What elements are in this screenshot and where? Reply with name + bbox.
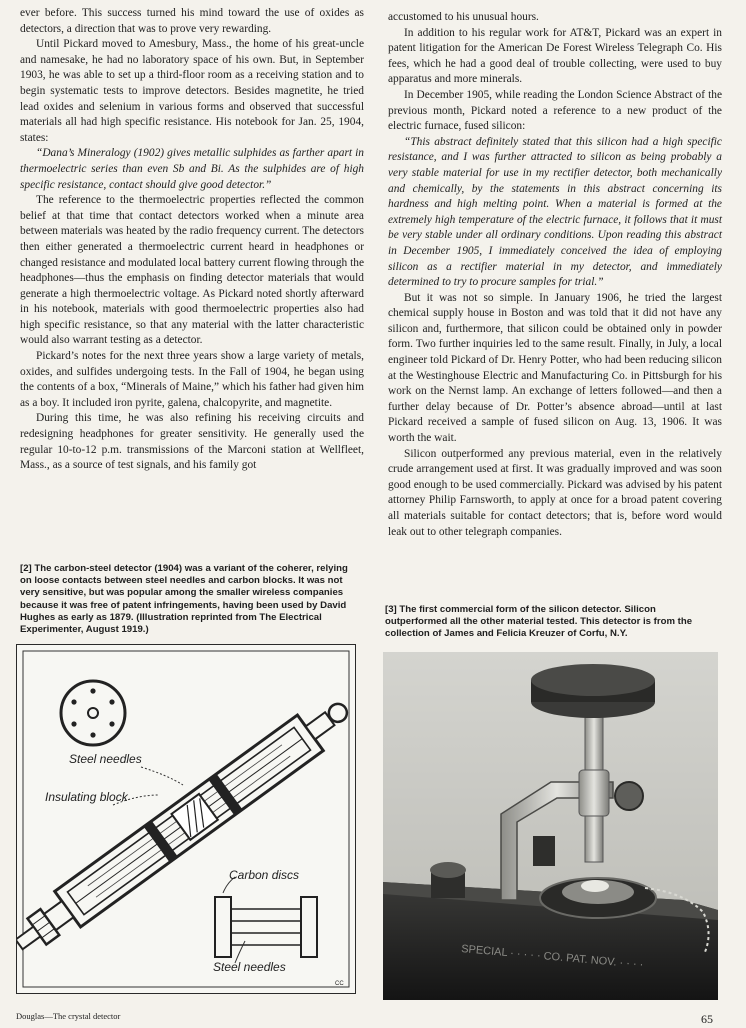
paragraph: Pickard’s notes for the next three years show a large variety of metals, oxides, and sulfides undergoing tests. In the Fall of 1904, he began using the contents of a box, “Minerals of Maine,” which his father had given him as a boy. It included iron pyrite, galena, chalcopyrite, and magnetite.: [20, 350, 364, 409]
paragraph: accustomed to his unusual hours.: [388, 11, 539, 23]
carbon-steel-detector-drawing: [17, 645, 355, 993]
base-inscription: SPECIAL · · · · · CO. PAT. NOV. · · · ·: [460, 943, 644, 971]
silicon-detector-photo: [383, 652, 718, 1000]
page-number: 65: [701, 1012, 713, 1026]
figure-2-caption: [2] The carbon-steel detector (1904) was a variant of the coherer, relying on loose contacts between steel needles and carbon blocks. It was not very sensitive, but was popular among the smaller wireless companies because it was free of patent infringements, having been used by David Hughes as early as 1879. (Illustration reprinted from The Electrical Experimenter, August 1919.): [20, 563, 348, 636]
figure-2-illustration: [16, 644, 356, 994]
running-title: Douglas—The crystal detector: [16, 1011, 121, 1021]
label-steel-needles-bottom: Steel needles: [213, 960, 286, 974]
label-carbon-discs: Carbon discs: [229, 868, 300, 882]
label-insulating-block: Insulating block: [45, 790, 128, 804]
paragraph: The reference to the thermoelectric properties reflected the common belief at that time that contact detectors worked when a minute area between materials was heated by the radio frequency current. The detectors then either generated a thermoelectric current heard in headphones or changed resistance and modulated local battery current flowing through the headphones—thus the emphasis on finding detector materials that would generate a high thermoelectric voltage. As Pickard noted shortly afterward in his notebook, materials with good thermoelectric properties also had high specific resistance, so that any material with the latter characteristic would also warrant testing as a detector.: [20, 194, 364, 347]
right-column: [388, 10, 722, 540]
figure-3-photo: [383, 652, 718, 1000]
end-view-disc: [61, 681, 125, 745]
paragraph: Silicon outperformed any previous material, even in the relatively crude arrangement used at first. It was gradually improved and was soon good enough to be used commercially. Pickard was advised by his patent attorney Philip Farnsworth, to apply at once for a broad patent covering all materials suitable for contact detectors; that is, before word would leak out to other telegraph companies.: [388, 447, 722, 538]
paragraph: Until Pickard moved to Amesbury, Mass., the home of his great-uncle and namesake, he had no laboratory space of his own. But, in September 1903, he was able to set up a third-floor room as a receiving station and to begin systematic tests to improve detectors. Besides magnetite, he tried lead oxides and selenium in various forms and observed that successful materials all had high specific resistance. His notebook for Jan. 25, 1904, states:: [20, 38, 364, 144]
figure-3-caption: [3] The first commercial form of the silicon detector. Silicon outperformed all the other material tested. This detector is from the collection of James and Felicia Kreuzer of Corfu, N.Y.: [385, 604, 693, 640]
left-column: [20, 6, 364, 474]
corner-mark: CC: [335, 981, 344, 987]
paragraph: But it was not so simple. In January 1906, he tried the largest chemical supply house in Boston and was told that it did not have any silicon and, furthermore, that silicon could be obtained only in powder form. Two further inquiries led to the same result. Finally, in July, a local engineer told Pickard of Dr. Henry Potter, who had been reducing silicon at the Westinghouse Electric and Manufacturing Co. in Pittsburgh for his work on the Nernst lamp. An exchange of letters followed—and then a further delay because of Dr. Potter’s absence abroad—until at last Pickard received a sample of fused silicon on Aug. 13, 1906. It was worth the wait.: [388, 291, 722, 445]
quote-text: “This abstract definitely stated that this silicon had a high specific resistance, and I was further attracted to silicon as being probably a very stable material for use in my rectifier detector, both mechanically and chemically, by the statements in this abstract concerning its hardness and high melting point. When a material is formed at the extremely high temperature of the electric furnace, it follows that it must be very stable under all ordinary conditions. Upon reading this abstract in December 1905, I immediately conceived the idea of employing silicon as a rectifier material in my detector, and immediately determined to try to procure samples for trial.”: [388, 135, 722, 289]
paragraph: In December 1905, while reading the London Science Abstract of the previous month, Pickard noted a reference to a new product of the electric furnace, fused silicon:: [388, 88, 722, 133]
paragraph: ever before. This success turned his mind toward the use of oxides as detectors, a direction that was to prove very rewarding.: [20, 7, 364, 35]
paragraph: In addition to his regular work for AT&T, Pickard was an expert in patent litigation for the American De Forest Wireless Telegraph Co. His fees, which he had a good deal of trouble collecting, were used to buy apparatus and more minerals.: [388, 26, 722, 86]
block-quote: [20, 146, 364, 193]
label-steel-needles-top: Steel needles: [69, 752, 142, 766]
quote-text: “Dana’s Mineralogy (1902) gives metallic sulphides as farther apart in thermoelectric series than even Sb and Bi. As the sulphides are of high specific resistance, contact should give good detector.”: [20, 147, 364, 191]
carbon-discs-inset: [215, 877, 317, 963]
paragraph: During this time, he was also refining his receiving circuits and redesigning headphones for greater sensitivity. He generally used the regular 10-to-12 p.m. transmissions of the Marconi station at Wellfleet, Mass., as a source of test signals, and his family got: [20, 412, 364, 472]
block-quote: [388, 135, 722, 291]
